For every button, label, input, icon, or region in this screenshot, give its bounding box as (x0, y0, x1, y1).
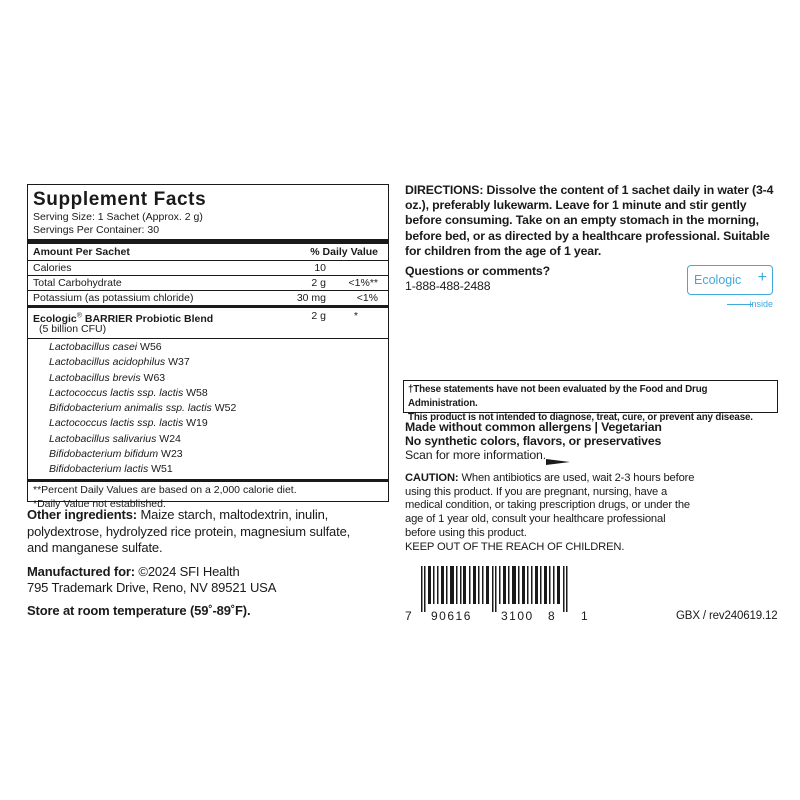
storage-instructions: Store at room temperature (59˚-89˚F). (27, 603, 251, 618)
allergen-line-1: Made without common allergens | Vegetarian (405, 420, 662, 434)
row-amount: 10 (314, 262, 326, 274)
supplement-facts-panel (27, 184, 389, 510)
footnote-daily-values: **Percent Daily Values are based on a 2,000 calorie diet. (33, 483, 297, 496)
organism-strain: W58 (183, 386, 208, 399)
caution-text: When antibiotics are used, wait 2-3 hours before using this product. If you are pregnant, nursing, have a medical condition, or taking prescription drugs, or under the age of 1 year old, consult your healthcare professional before using this product. (405, 472, 695, 539)
blend-name (33, 313, 213, 325)
blend-dv: * (353, 310, 358, 322)
ecologic-text: Ecologic (694, 273, 742, 287)
organism-strain: W52 (211, 402, 237, 415)
blend-brand: Ecologic (33, 312, 77, 325)
manufacturer-label: Manufactured for: (27, 564, 135, 579)
organism-strain: W56 (137, 341, 162, 353)
facts-row-carbohydrate (33, 276, 383, 290)
organism-species: Bifidobacterium animalis ssp. lactis (49, 402, 212, 415)
manufacturer-company: ©2024 SFI Health (134, 564, 240, 579)
revision-code: GBX / rev240619.12 (676, 610, 778, 622)
row-dv: <1%** (348, 277, 378, 289)
keep-out-warning: KEEP OUT OF THE REACH OF CHILDREN. (405, 540, 625, 553)
organism-item (33, 355, 383, 370)
organism-item (33, 386, 383, 401)
registered-mark: ® (76, 312, 82, 319)
organism-species: Lactobacillus brevis (49, 371, 141, 384)
blend-cfu: (5 billion CFU) (39, 323, 107, 335)
other-ingredients-text: Maize starch, maltodextrin, inulin, polydextrose, hydrolyzed rice protein, magnesium sulfate, and manganese sulfate. (27, 507, 351, 555)
organism-species: Lactobacillus acidophilus (49, 356, 166, 369)
blend-amount: 2 g (311, 310, 326, 322)
blend-title: BARRIER Probiotic Blend (81, 312, 214, 325)
upc-barcode (405, 566, 595, 628)
questions-contact (405, 264, 550, 294)
organism-strain: W24 (156, 432, 181, 445)
disclaimer-line-1: †These statements have not been evaluated by the Food and Drug Administration. (408, 384, 708, 409)
organism-species: Lactococcus lactis ssp. lactis (49, 417, 184, 430)
organism-item (33, 416, 383, 431)
organism-item (33, 462, 383, 477)
divider-medium (28, 305, 388, 308)
organism-strain: W19 (183, 417, 208, 430)
row-dv: <1% (356, 292, 378, 304)
footnote-not-established: *Daily Value not established. (33, 497, 166, 510)
header-dv: % Daily Value (310, 246, 378, 258)
row-name: Potassium (as potassium chloride) (33, 292, 194, 304)
disclaimer-line-2: This product is not intended to diagnose, treat, cure, or prevent any disease. (408, 412, 753, 423)
organism-item (33, 447, 383, 462)
manufacturer-info (27, 564, 367, 596)
organism-species: Lactobacillus casei (49, 341, 138, 353)
allergen-line-2: No synthetic colors, flavors, or preservatives (405, 434, 662, 449)
questions-label: Questions or comments? (405, 264, 550, 278)
organism-list (33, 339, 383, 478)
scan-info: Scan for more information. (405, 448, 546, 463)
row-amount: 30 mg (296, 292, 326, 304)
fda-disclaimer (403, 380, 778, 423)
facts-row-calories (33, 261, 383, 275)
other-ingredients-label: Other ingredients: (27, 507, 137, 522)
servings-per-container: Servings Per Container: 30 (33, 224, 160, 236)
directions: DIRECTIONS: Dissolve the content of 1 sachet daily in water (3-4 oz.), preferably lukewarm. Leave for 1 minute and stir gently before consuming. Take on an empty stomach in the morning, before bed, or as directed by a healthcare professional. Suitable for children from the age of 1 year. (405, 183, 774, 258)
arrow-right-icon (546, 453, 570, 471)
phone-number: 1-888-488-2488 (405, 279, 491, 293)
facts-row-blend (33, 309, 383, 323)
facts-header-row (33, 244, 383, 260)
row-name: Calories (33, 262, 72, 274)
barcode-digit-trail: 1 (581, 609, 588, 623)
organism-item (33, 401, 383, 416)
divider-medium (28, 479, 388, 482)
serving-size: Serving Size: 1 Sachet (Approx. 2 g) (33, 211, 203, 223)
organism-strain: W63 (140, 371, 166, 384)
plus-icon: + (757, 269, 767, 286)
barcode-digits-right: 3100 (501, 609, 534, 623)
barcode-digit-lead: 7 (405, 609, 412, 623)
row-amount: 2 g (311, 277, 326, 289)
organism-species: Lactobacillus salivarius (49, 432, 157, 445)
organism-item (33, 432, 383, 447)
organism-item (33, 371, 383, 386)
caution-label: CAUTION: (405, 472, 459, 484)
barcode-bars (417, 566, 577, 612)
facts-row-potassium (33, 291, 383, 305)
row-name: Total Carbohydrate (33, 277, 122, 289)
ecologic-badge (687, 265, 773, 295)
barcode-digits-left: 90616 (431, 609, 472, 623)
organism-species: Bifidobacterium lactis (49, 463, 149, 476)
organism-species: Bifidobacterium bifidum (49, 448, 159, 461)
organism-strain: W23 (158, 448, 183, 461)
organism-species: Lactococcus lactis ssp. lactis (49, 386, 184, 399)
ecologic-inside-text: inside (749, 299, 773, 309)
ecologic-logo (687, 265, 775, 313)
barcode-check-digit: 8 (548, 609, 555, 623)
facts-title: Supplement Facts (33, 189, 207, 210)
organism-strain: W37 (165, 356, 190, 369)
caution-warning (405, 472, 695, 554)
organism-strain: W51 (148, 463, 173, 476)
header-amount: Amount Per Sachet (33, 246, 130, 258)
manufacturer-address: 795 Trademark Drive, Reno, NV 89521 USA (27, 580, 277, 595)
other-ingredients (27, 507, 367, 557)
organism-item (33, 340, 383, 355)
allergen-info (405, 420, 780, 463)
